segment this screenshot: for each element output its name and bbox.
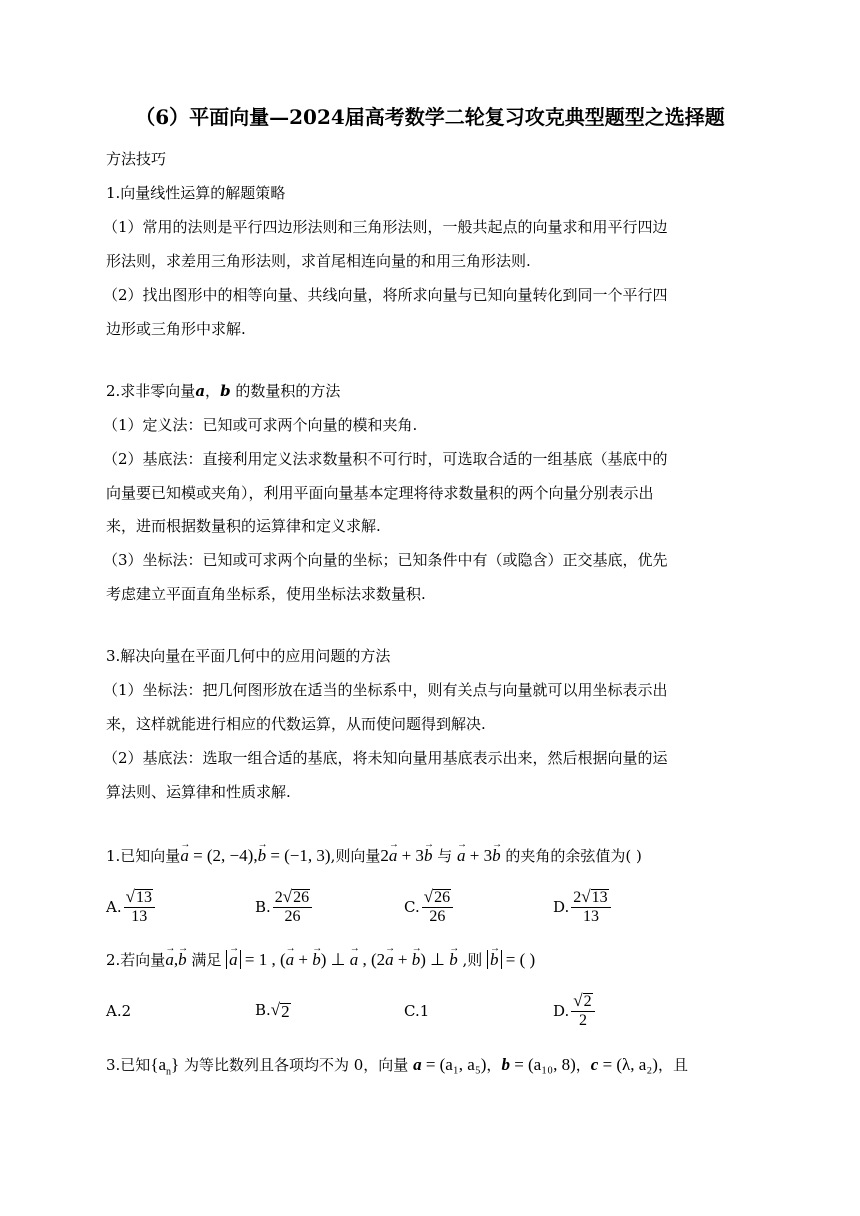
q1-option-d[interactable]: D. 2 √ 13 13 <box>553 888 611 926</box>
method1-paragraph1-line2: 形法则，求差用三角形法则，求首尾相连向量的和用三角形法则. <box>106 252 531 270</box>
question-3-stem: 3.已知$\{a_n\}$ 为等比数列且各项均不为 0，向量 a = (a₁, a₅)，b = (a₁₀, 8)，c = (λ, a₂)，且 <box>106 1055 688 1078</box>
method1-heading: 1.向量线性运算的解题策略 <box>106 184 286 202</box>
question-1-stem: 1.已知向量→ a = (2, −4),→ b = (−1, 3),则向量2→ a + 3→ b 与 → a + 3→ b 的夹角的余弦值为( ) <box>106 846 642 866</box>
method2-paragraph3-line1: （3）坐标法：已知或可求两个向量的坐标；已知条件中有（或隐含）正交基底，优先 <box>103 551 668 569</box>
method2-paragraph2-line1: （2）基底法：直接利用定义法求数量积不可行时，可选取合适的一组基底（基底中的 <box>103 450 668 468</box>
section-heading: 方法技巧 <box>106 150 167 168</box>
method3-heading: 3.解决向量在平面几何中的应用问题的方法 <box>106 647 391 665</box>
page-title: （6）平面向量—2024届高考数学二轮复习攻克典型题型之选择题 <box>135 105 725 129</box>
method2-paragraph2-line3: 来，进而根据数量积的运算律和定义求解. <box>106 517 381 535</box>
q1-a-value: = (2, −4) <box>188 846 254 865</box>
q2-option-a[interactable]: A.2 <box>106 1002 132 1020</box>
method3-paragraph2-line2: 算法则、运算律和性质求解. <box>106 783 291 801</box>
method3-paragraph1-line2: 来，这样就能进行相应的代数运算，从而使问题得到解决. <box>106 715 486 733</box>
q1-vector-a: → a <box>180 846 189 866</box>
question-2-stem: 2.若向量→ a,→ b 满足 → a = 1 , (→ a + → b) ⊥ → a , (2→ a + → b) ⊥ → b ,则 → b = ( ) <box>106 950 535 970</box>
q1-b-value: = (−1, 3) <box>266 846 331 865</box>
q1-suffix: 的夹角的余弦值为( ) <box>500 847 642 865</box>
method2-heading-a: a <box>195 382 206 400</box>
method2-heading-prefix: 2.求非零向量 <box>106 382 196 400</box>
method2-heading-suffix: 的数量积的方法 <box>230 382 341 400</box>
method2-paragraph3-line2: 考虑建立平面直角坐标系，使用坐标法求数量积. <box>106 585 426 603</box>
method2-paragraph2-line2: 向量要已知模或夹角），利用平面向量基本定理将待求数量积的两个向量分别表示出 <box>106 484 654 502</box>
method1-paragraph1-line1: （1）常用的法则是平行四边形法则和三角形法则，一般共起点的向量求和用平行四边 <box>103 218 668 236</box>
method3-paragraph2-line1: （2）基底法：选取一组合适的基底，将未知向量用基底表示出来，然后根据向量的运 <box>103 749 668 767</box>
method3-paragraph1-line1: （1）坐标法：把几何图形放在适当的坐标系中，则有关点与向量就可以用坐标表示出 <box>103 681 668 699</box>
method2-heading-b: b <box>220 382 231 400</box>
q1-option-b[interactable]: B. 2 √ 26 26 <box>255 888 312 926</box>
method1-paragraph2-line1: （2）找出图形中的相等向量、共线向量，将所求向量与已知向量转化到同一个平行四 <box>103 286 668 304</box>
q1-option-c[interactable]: C. √ 26 26 <box>404 888 453 926</box>
q1-option-a[interactable]: A. √ 13 13 <box>106 888 155 926</box>
q2-option-b[interactable]: B. √ 2 <box>255 1000 290 1021</box>
method2-heading-sep: ， <box>205 382 221 400</box>
method1-paragraph2-line2: 边形或三角形中求解. <box>106 320 246 338</box>
q2-option-c[interactable]: C.1 <box>404 1002 430 1020</box>
q1-mid: ,则向量 <box>330 847 381 865</box>
q2-option-d[interactable]: D. √ 2 2 <box>553 992 595 1030</box>
method2-paragraph1: （1）定义法：已知或可求两个向量的模和夹角. <box>103 416 418 434</box>
q1-vector-b: → b <box>258 846 267 866</box>
q1-prefix: 1.已知向量 <box>106 847 181 865</box>
method2-heading <box>106 381 340 401</box>
q1-with: 与 <box>432 847 457 865</box>
